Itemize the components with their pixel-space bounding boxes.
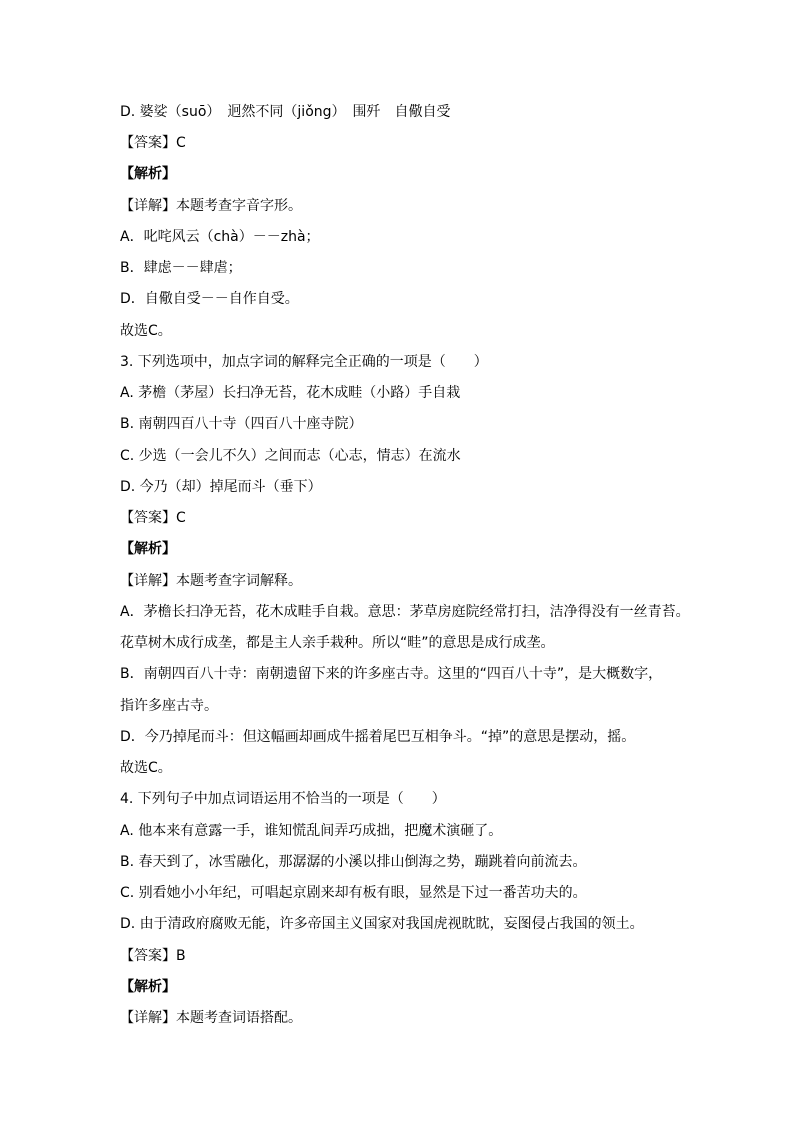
question-3-option-c: C. 少选（一会儿不久）之间而志（心志，情志）在流水: [120, 448, 461, 464]
explanation-line: B．南朝四百八十寺：南朝遗留下来的许多座古寺。这里的“四百八十寺”，是大概数字，: [120, 666, 663, 682]
explanation-line: 指许多座古寺。: [120, 698, 218, 714]
answer-label: 【答案】C: [120, 135, 186, 151]
answer-label: 【答案】B: [120, 948, 186, 964]
question-3-option-a: A. 茅檐（茅屋）长扫净无苔，花木成畦（小路）手自栽: [120, 385, 461, 401]
conclusion-line: 故选C。: [120, 760, 172, 776]
question-4-option-c: C. 别看她小小年纪，可唱起京剧来却有板有眼，显然是下过一番苦功夫的。: [120, 885, 587, 901]
analysis-heading: 【解析】: [120, 166, 176, 182]
question-3-stem: 3. 下列选项中，加点字词的解释完全正确的一项是（ ）: [120, 354, 488, 370]
explanation-line: D．今乃掉尾而斗：但这幅画却画成牛摇着尾巴互相争斗。“掉”的意思是摆动，摇。: [120, 729, 636, 745]
explanation-line: A．茅檐长扫净无苔，花木成畦手自栽。意思：茅草房庭院经常打扫，洁净得没有一丝青苔。: [120, 604, 690, 620]
explanation-line: 花草树木成行成垄，都是主人亲手栽种。所以“畦”的意思是成行成垄。: [120, 635, 555, 651]
question-3-option-d: D. 今乃（却）掉尾而斗（垂下）: [120, 479, 322, 495]
analysis-heading: 【解析】: [120, 541, 176, 557]
option-d-line: D. 婆娑（suō） 迥然不同（jiǒng） 围歼 自儆自受: [120, 104, 451, 120]
question-4-stem: 4. 下列句子中加点词语运用不恰当的一项是（ ）: [120, 791, 446, 807]
conclusion-line: 故选C。: [120, 323, 172, 339]
detail-line: 【详解】本题考查词语搭配。: [120, 1010, 302, 1026]
question-4-option-d: D. 由于清政府腐败无能，许多帝国主义国家对我国虎视眈眈，妄图侵占我国的领土。: [120, 916, 644, 932]
question-4-option-b: B. 春天到了，冰雪融化，那潺潺的小溪以排山倒海之势，蹦跳着向前流去。: [120, 854, 587, 870]
detail-line: 【详解】本题考查字音字形。: [120, 198, 302, 214]
explanation-line: B．肆虑－－肆虐；: [120, 260, 242, 276]
answer-label: 【答案】C: [120, 510, 186, 526]
explanation-line: A．叱咤风云（chà）－－zhà；: [120, 229, 320, 245]
analysis-heading: 【解析】: [120, 979, 176, 995]
question-4-option-a: A. 他本来有意露一手，谁知慌乱间弄巧成拙，把魔术演砸了。: [120, 823, 503, 839]
explanation-line: D．自儆自受－－自作自受。: [120, 291, 299, 307]
detail-line: 【详解】本题考查字词解释。: [120, 573, 302, 589]
question-3-option-b: B. 南朝四百八十寺（四百八十座寺院）: [120, 416, 363, 432]
